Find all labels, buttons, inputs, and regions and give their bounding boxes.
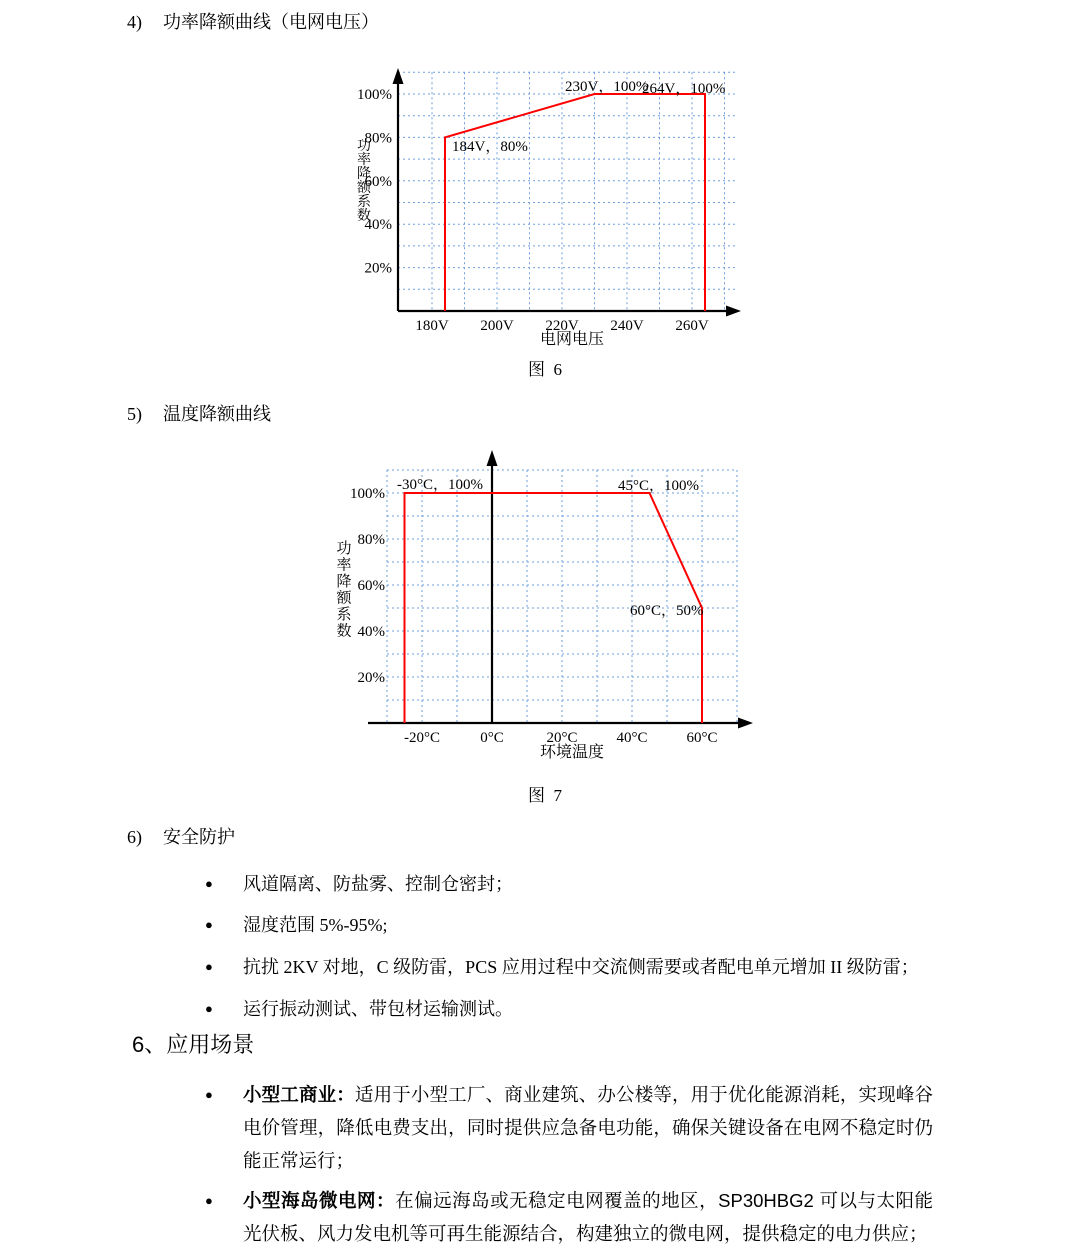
svg-text:系: 系	[336, 607, 352, 623]
svg-text:额: 额	[357, 181, 371, 196]
y-axis-title	[357, 138, 372, 224]
svg-text:180V: 180V	[415, 318, 449, 334]
item-4-title: 功率降额曲线（电网电压）	[163, 12, 379, 32]
svg-text:额: 额	[336, 590, 352, 607]
svg-text:数: 数	[357, 209, 371, 224]
list-item-5	[127, 403, 271, 425]
power-derating-voltage-chart	[340, 55, 760, 355]
x-axis-title: 环境温度	[539, 744, 605, 761]
grid	[398, 72, 736, 311]
application-bullet-2-body: 在偏远海岛或无稳定电网覆盖的地区，SP30HBG2 可以与太阳能光伏板、风力发电机等可再生能源结合，构建独立的微电网，提供稳定的电力供应；	[243, 1190, 933, 1244]
item-5-title: 温度降额曲线	[163, 404, 271, 424]
svg-text:20%: 20%	[357, 670, 385, 686]
svg-text:60°C: 60°C	[686, 730, 718, 746]
svg-text:降: 降	[336, 574, 352, 590]
svg-text:40%: 40%	[364, 217, 392, 234]
bullet-icon: ●	[205, 1193, 213, 1208]
svg-text:220V: 220V	[545, 318, 579, 334]
svg-text:-30°C，100%: -30°C，100%	[397, 477, 483, 493]
item-5-number: 5)	[127, 404, 142, 424]
item-6-number: 6)	[127, 827, 142, 847]
safety-bullet-3-text: 抗扰 2KV 对地，C 级防雷，PCS 应用过程中交流侧需要或者配电单元增加 II 级防雷；	[243, 957, 919, 977]
svg-text:系: 系	[357, 195, 371, 210]
svg-text:-20°C: -20°C	[404, 730, 440, 746]
item-6-title: 安全防护	[163, 827, 235, 847]
application-bullet-1-body: 适用于小型工厂、商业建筑、办公楼等，用于优化能源消耗，实现峰谷电价管理，降低电费支出，同时提供应急备电功能，确保关键设备在电网不稳定时仍能正常运行；	[243, 1084, 933, 1171]
safety-bullet-1-text: 风道隔离、防盐雾、控制仓密封；	[243, 874, 513, 894]
bullet-icon: ●	[205, 1001, 213, 1016]
svg-text:数: 数	[336, 623, 352, 640]
svg-text:60%: 60%	[364, 173, 392, 190]
annotations	[397, 477, 704, 619]
safety-bullet-2	[205, 913, 387, 937]
svg-text:230V，100%: 230V，100%	[565, 79, 649, 95]
svg-text:率: 率	[336, 557, 352, 574]
application-bullet-1	[205, 1078, 933, 1177]
svg-text:20°C: 20°C	[546, 730, 578, 746]
bullet-icon: ●	[205, 917, 213, 932]
svg-text:240V: 240V	[610, 318, 644, 334]
x-axis-title: 电网电压	[539, 331, 605, 348]
svg-text:80%: 80%	[357, 532, 385, 548]
svg-text:260V: 260V	[675, 318, 709, 334]
application-bullet-2-lead: 小型海岛微电网：	[243, 1190, 396, 1211]
bullet-icon: ●	[205, 876, 213, 891]
svg-text:100%: 100%	[350, 486, 385, 502]
svg-text:40°C: 40°C	[616, 730, 648, 746]
figure6-caption: 图 6	[528, 360, 562, 379]
svg-text:功: 功	[357, 139, 371, 154]
application-bullet-2-text	[243, 1184, 933, 1250]
svg-text:184V，80%: 184V，80%	[452, 139, 528, 155]
safety-bullet-2-text: 湿度范围 5%-95%;	[243, 915, 388, 935]
bullet-icon: ●	[205, 959, 213, 974]
svg-text:200V: 200V	[480, 318, 514, 334]
safety-bullet-1	[205, 872, 513, 896]
y-axis-title	[336, 540, 352, 640]
grid	[387, 470, 737, 723]
application-bullet-1-text	[243, 1078, 933, 1177]
svg-text:功: 功	[336, 541, 352, 557]
svg-text:100%: 100%	[357, 87, 392, 103]
section-6-heading: 6、应用场景	[132, 1032, 255, 1057]
annotations	[452, 79, 725, 155]
tick-labels	[357, 87, 709, 334]
svg-text:45°C，100%: 45°C，100%	[618, 478, 699, 494]
safety-bullet-4	[205, 997, 513, 1021]
figure7-caption: 图 7	[528, 786, 562, 805]
svg-text:40%: 40%	[357, 624, 385, 640]
svg-text:0°C: 0°C	[480, 730, 504, 746]
svg-text:60%: 60%	[357, 578, 385, 594]
bullet-icon: ●	[205, 1087, 213, 1102]
item-4-number: 4)	[127, 12, 142, 32]
temperature-derating-chart	[330, 445, 760, 770]
svg-text:60°C，50%: 60°C，50%	[630, 603, 704, 619]
svg-text:20%: 20%	[364, 260, 392, 277]
svg-text:率: 率	[357, 153, 371, 168]
list-item-6	[127, 826, 235, 848]
svg-text:降: 降	[357, 167, 371, 182]
safety-bullet-4-text: 运行振动测试、带包材运输测试。	[243, 999, 513, 1019]
list-item-4	[127, 11, 379, 33]
safety-bullet-3	[205, 955, 919, 979]
application-bullet-1-lead: 小型工商业：	[243, 1084, 355, 1105]
application-bullet-2	[205, 1184, 933, 1250]
svg-text:80%: 80%	[364, 130, 392, 147]
svg-text:264V，100%: 264V，100%	[642, 81, 726, 97]
